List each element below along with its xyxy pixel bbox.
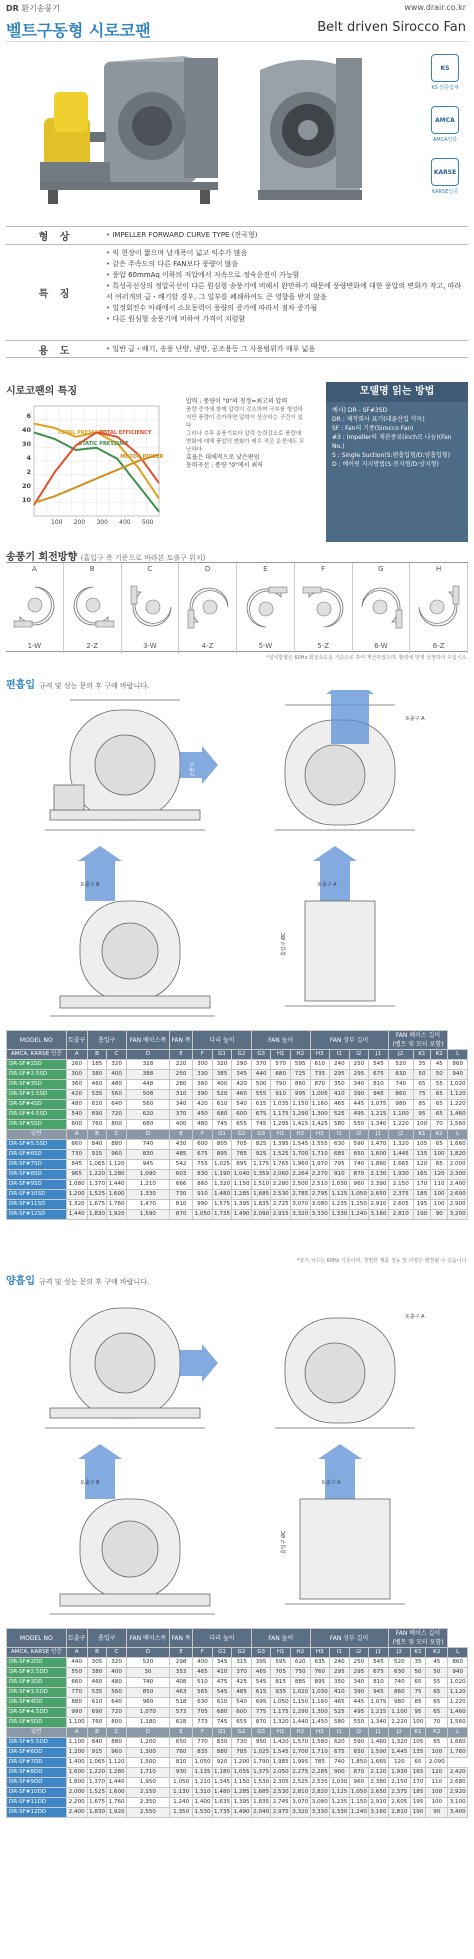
top-bar <box>0 0 474 16</box>
chart-y-tick: 40 <box>21 426 31 434</box>
chart-y-tick: 20 <box>21 482 31 490</box>
table-col-header: AMCA, KARSE 인증 A B C D E F G1 G2 G3 H1 H2 H3 I1 I2 J1 J2 K1 K2 L <box>7 1648 468 1658</box>
double-spec-table <box>6 1628 468 1818</box>
cert-amca: AMCA AMCA인증 <box>425 106 465 143</box>
rotation-cell: G 6-W <box>353 563 411 653</box>
double-drawing-side <box>255 1288 445 1438</box>
chart-y-tick: 4 <box>26 454 31 462</box>
table-row: DR-SF#3.5SD 420 535 560 508 310 390 520 460 555 910 995 1,005 410 390 945 860 75 65 1,120 <box>7 1090 468 1100</box>
double-drawing-front <box>40 1288 230 1438</box>
rotation-cell: H 6-Z <box>410 563 468 653</box>
svg-text:토출구 B: 토출구 B <box>80 1480 100 1486</box>
rotation-cell: F 5-Z <box>295 563 353 653</box>
rotation-grid <box>6 562 468 652</box>
svg-text:흡입구 ØC: 흡입구 ØC <box>281 1530 287 1554</box>
table-row: DR-SF#2.5SD 300 380 400 388 250 330 385 345 440 680 725 735 295 295 675 630 50 50 940 <box>7 1070 468 1080</box>
rotation-icon <box>126 577 176 633</box>
chart-x-tick: 200 <box>73 519 86 526</box>
table-row: DR-SF#12SD 1,440 1,830 1,920 1,590 870 1,050 1,735 1,490 2,090 2,915 3,320 3,330 1,330 1,240 3,160 2,810 190 90 3,200 <box>7 1210 468 1220</box>
table-row: DR-SF#2DD 440 305 320 520 298 400 345 315 395 595 620 635 240 250 545 520 35 45 860 <box>7 1658 468 1668</box>
table-row: DR-SF#4DD 880 610 640 960 518 630 610 540 695 1,050 1,150 1,160 465 445 1,075 980 85 65 1,220 <box>7 1698 468 1708</box>
table-row: DR-SF#5SD 600 760 800 680 400 480 745 655 745 1,295 1,415 1,425 580 550 1,340 1,220 100 70 1,560 <box>7 1120 468 1130</box>
double-suction-title: 양흡입 규격 및 성능 문의 후 구매 바랍니다. <box>6 1276 150 1287</box>
ks-mark-icon: KS <box>431 54 459 82</box>
table-row: DR-SF#3.5DD 770 535 560 850 463 565 545 485 615 935 1,020 1,030 410 390 945 860 75 65 1,120 <box>7 1688 468 1698</box>
table-row: DR-SF#3DD 660 460 480 740 408 510 475 425 545 815 885 895 350 340 810 740 65 55 1,020 <box>7 1678 468 1688</box>
table-row: DR-SF#4SD 480 610 640 560 340 420 610 540 615 1,035 1,150 1,160 465 445 1,075 980 85 65 1,220 <box>7 1100 468 1110</box>
chart-x-tick: 400 <box>119 519 131 526</box>
single-drawing-side <box>255 690 445 840</box>
rotation-section: 송풍기 회전방향 (흡입구 측 기준으로 바라본 토출구 위치) A 1-W B 2-Z C 3-W D 4-Z E 5-W F 5-Z G 6-W H 6-Z *설치방향은 60Hz 회전속도를 기준으로 하여 계산하였으며, 환경에 맞게 선정하여 주십시오. <box>6 552 468 661</box>
double-drawing-outlet-a <box>255 1444 445 1619</box>
chart-series-label: STATIC PRESSURE <box>78 440 129 447</box>
features-description: 압력 : 풍량이 "0"의 첫정=최고의 압력 풍량 증가에 함께 압력이 감소하며 극부를 형성하지만 풍량이 증가하면 압력이 상승하는 구간이 있다 그러나 추후 송풍기보다 압력 능력감소로 풍량에 변화에 대해 풍압의 변화가 매우 적은 운전에도 무난하다 효율은 대체적으로 낮은편임 동력곡선 : 풍량 "0"에서 최저 <box>186 398 305 469</box>
rotation-cell: D 4-Z <box>179 563 237 653</box>
spec-row-use: 용 도 • 일반 급・배기, 송풍 난방, 냉방, 공조용등 그 사용범위가 매우 넓음 <box>6 340 468 358</box>
chart-y-tick: 10 <box>21 496 31 504</box>
spec-row-features: 특 징 • 익 현장이 짧으며 날개폭이 넓고 익수가 많음 • 같은 주속도의 다른 FAN보다 풍량이 많음 • 풍압 60mmAq 이하의 저압에서 저속으로 정숙운전이 가능함 • 특성곡선상의 정압곡선이 다른 원심형 송풍기에 비해서 완만하기 때문에 풍량변화에 대한 풍압의 변화가 작고, 따라서 여러개의 급・배기할 경우, 그 일부를 폐쇄하여도 큰 영향을 받지 않음 • 일정회전수 아래에서 소요동력이 풍량의 증가에 따라서 점차 증가됨 • 다른 원심형 송풍기에 비하여 가격이 저렴함 <box>6 244 468 340</box>
table-row: DR-SF#7SD 845 1,065 1,120 945 542 755 1,025 895 1,175 1,765 1,960 1,970 795 740 1,860 1,665 120 65 2,000 <box>7 1160 468 1170</box>
cert-ks: KS KS 인증업체 <box>425 54 465 91</box>
spec-row-shape: 형 상 • IMPELLER FORWARD CURVE TYPE (전곡형) <box>6 226 468 244</box>
svg-text:토출구 A: 토출구 A <box>405 1314 425 1320</box>
table-row: DR-SF#11SD 1,320 1,675 1,760 1,470 810 990 1,575 1,395 1,835 2,725 3,070 3,080 1,235 1,150 2,910 2,605 195 100 2,900 <box>7 1200 468 1210</box>
product-photos <box>0 44 474 224</box>
features-title: 시로코팬의 특징 <box>6 386 78 397</box>
table-row: DR-SF#10DD 2,000 1,525 1,600 2,150 1,130 1,310 1,480 1,285 1,685 2,530 2,810 2,820 1,125 1,050 2,650 2,375 185 100 2,920 <box>7 1788 468 1798</box>
chart-series-label: TOTAL PRESSURE <box>57 429 107 436</box>
page-title-en: Belt driven Sirocco Fan <box>317 20 466 35</box>
svg-text:토출구 A: 토출구 A <box>405 716 425 722</box>
page-title: 벨트구동형 시로코팬 <box>6 21 151 40</box>
fan-photo-small <box>250 50 370 220</box>
table-row: DR-SF#5DD 1,100 760 800 1,180 628 773 745 655 870 1,320 1,440 1,450 580 550 1,340 1,220 100 70 1,560 <box>7 1718 468 1728</box>
chart-series-label: MOTOR POWER <box>120 454 164 460</box>
rotation-cell: A 1-W <box>6 563 64 653</box>
chart-x-tick: 300 <box>96 519 108 526</box>
rotation-icon <box>183 577 233 633</box>
chart-y-tick: 30 <box>21 440 31 448</box>
karse-mark-icon: KARSE <box>431 158 459 186</box>
table-row: DR-SF#12DD 2,400 1,830 1,920 2,550 1,350 1,530 1,735 1,490 2,040 2,975 3,320 3,330 1,330 1,240 3,160 2,810 190 90 3,400 <box>7 1808 468 1818</box>
rotation-icon <box>68 577 118 633</box>
chart-y-tick: 2 <box>26 468 31 476</box>
rotation-icon <box>414 577 464 633</box>
spec-table <box>6 226 468 358</box>
single-drawing-front <box>40 690 230 840</box>
svg-text:토출구 B: 토출구 B <box>80 882 100 888</box>
table-row: DR-SF#4.5SD 540 690 720 620 370 450 680 600 675 1,175 1,290 1,300 525 495 1,215 1,100 95 65 1,460 <box>7 1110 468 1120</box>
rotation-icon <box>357 577 407 633</box>
rotation-icon <box>299 577 349 633</box>
table-row: DR-SF#6DD 1,200 915 960 1,300 760 835 880 785 1,025 1,545 1,700 1,710 675 650 1,590 1,445 135 100 1,760 <box>7 1748 468 1758</box>
performance-chart <box>6 398 166 536</box>
rotation-cell: C 3-W <box>122 563 180 653</box>
site-url[interactable]: www.drair.co.kr <box>404 3 466 12</box>
svg-text:토출구 B: 토출구 B <box>188 762 194 782</box>
brand: DR 환기송풍기 <box>6 4 60 13</box>
rotation-icon <box>10 577 60 633</box>
fan-photo-large <box>34 52 224 217</box>
chart-y-tick: 6 <box>26 412 31 420</box>
rotation-title: 송풍기 회전방향 <box>6 552 78 563</box>
rotation-icon <box>241 577 291 633</box>
table-row: DR-SF#4.5DD 990 690 720 1,070 573 705 680 600 775 1,175 1,290 1,300 525 495 1,215 1,100 95 65 1,460 <box>7 1708 468 1718</box>
single-suction-title: 편흡입 규격 및 성능 문의 후 구매 바랍니다. <box>6 680 150 691</box>
cert-karse: KARSE KARSE인증 <box>425 158 465 195</box>
svg-text:토출구 A: 토출구 A <box>317 882 337 888</box>
table-sub-header: 일반 A B C D E F G1 G2 G3 H1 H2 H3 I1 I2 J1 J2 K1 K2 L <box>7 1728 468 1738</box>
chart-series-label: TOTAL EFFICIENCY <box>99 429 152 436</box>
rotation-cell: B 2-Z <box>64 563 122 653</box>
model-name-guide: 모델명 읽는 방법 예시) DR - SF#3SD DR : 제작회사 표기(대륜산업 약자) SF : Fan의 기종(Sirocco Fan) #3 : Impeller의 제관종류(inch로 나눔)(Fan No.) S : Single Suction(S:편흡입형/D:양흡입형) D : 베어링 지지방법(S:천지형/D:양지형) <box>326 382 468 542</box>
svg-text:흡입구 ØC: 흡입구 ØC <box>281 932 287 956</box>
table-row: DR-SF#11DD 2,200 1,675 1,760 2,350 1,240 1,400 1,635 1,395 1,835 2,745 3,070 3,080 1,235 1,150 2,910 2,605 195 100 3,100 <box>7 1798 468 1808</box>
table-col-header: AMCA, KARSE 인증 A B C D E F G1 G2 G3 H1 H2 H3 I1 I2 J1 J2 K1 K2 L <box>7 1050 468 1060</box>
table-row: DR-SF#6SD 730 915 960 830 485 675 895 785 925 1,525 1,700 1,710 685 650 1,600 1,445 135 100 1,820 <box>7 1150 468 1160</box>
table-row: DR-SF#3SD 360 460 480 448 280 360 400 420 500 790 860 870 350 340 810 740 65 55 1,020 <box>7 1080 468 1090</box>
features-section <box>6 382 468 550</box>
table-row: DR-SF#9DD 1,800 1,370 1,440 1,950 1,050 1,210 1,345 1,150 1,530 2,305 2,525 2,535 1,030 960 2,380 2,150 170 110 2,680 <box>7 1778 468 1788</box>
table-row: DR-SF#2SD 260 185 320 328 220 300 320 290 370 570 595 610 240 250 545 520 35 45 860 <box>7 1060 468 1070</box>
table-row: DR-SF#9SD 1,080 1,370 1,440 1,210 666 860 1,320 1,150 1,510 2,280 2,500 2,510 1,030 960 2,390 2,150 170 110 2,400 <box>7 1180 468 1190</box>
table-row: DR-SF#8DD 1,600 1,220 1,280 1,710 930 1,135 1,180 1,055 1,375 2,050 2,275 2,285 900 870 2,120 1,930 165 120 2,420 <box>7 1768 468 1778</box>
table-sub-header: 일반 A B C D E F G1 G2 G3 H1 H2 H3 I1 I2 J1 J2 K1 K2 L <box>7 1130 468 1140</box>
table-row: DR-SF#2.5DD 550 380 400 30 353 465 410 370 465 705 750 760 295 295 675 630 50 50 940 <box>7 1668 468 1678</box>
single-drawing-outlet-b <box>40 846 230 1021</box>
table-header: MODEL NO 토출구 흡입구 FAN 베이스폭 FAN 폭 다리 높이 FAN 높이 FAN 상부 길이 FAN 베이스 길이 (벨트 및 모터 포함) <box>7 1031 468 1050</box>
single-drawing-outlet-a <box>255 846 445 1021</box>
table-header: MODEL NO 토출구 흡입구 FAN 베이스폭 FAN 폭 다리 높이 FAN 높이 FAN 상부 길이 FAN 베이스 길이 (벨트 및 모터 포함) <box>7 1629 468 1648</box>
amca-mark-icon: AMCA <box>431 106 459 134</box>
page-header <box>6 16 468 42</box>
table-row: DR-SF#5.5DD 1,100 840 880 1,200 650 770 830 730 950 1,420 1,570 1,580 620 590 1,460 1,320 105 65 1,660 <box>7 1738 468 1748</box>
chart-x-tick: 100 <box>51 519 63 526</box>
chart-x-tick: 500 <box>141 519 154 526</box>
table-row: DR-SF#10SD 1,200 1,525 1,600 1,330 730 910 1,480 1,285 1,685 2,530 2,785 2,795 1,125 1,050 2,650 2,375 185 100 2,600 <box>7 1190 468 1200</box>
table-row: DR-SF#7DD 1,400 1,065 1,120 1,500 810 1,050 920 1,200 1,790 1,985 1,995 785 740 1,850 1,665 120 65 2,090 <box>7 1758 468 1768</box>
rotation-cell: E 5-W <box>237 563 295 653</box>
table-row: DR-SF#8SD 965 1,220 1,280 1,090 603 830 1,190 1,040 1,359 2,060 2,264 2,270 910 870 2,130 1,930 165 120 2,300 <box>7 1170 468 1180</box>
table-row: DR-SF#5.5SD 660 840 880 740 430 600 805 705 825 1,395 1,545 1,555 630 590 1,470 1,320 105 65 1,660 <box>7 1140 468 1150</box>
double-drawing-outlet-b <box>40 1444 230 1619</box>
single-spec-table <box>6 1030 468 1220</box>
svg-text:토출구 A: 토출구 A <box>321 1480 341 1486</box>
